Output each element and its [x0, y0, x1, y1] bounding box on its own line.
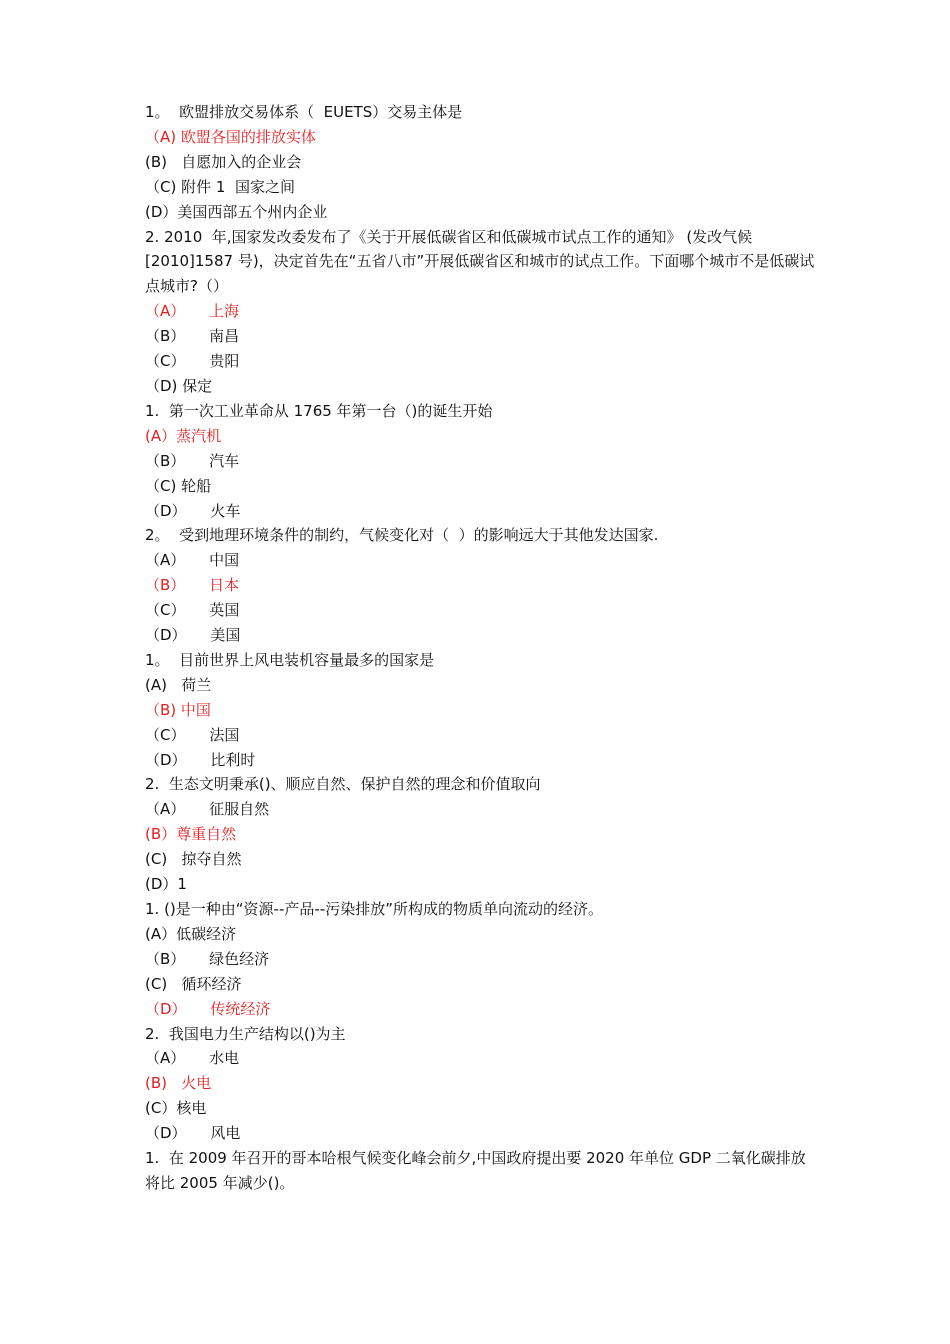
text-line: (C）核电: [145, 1099, 207, 1118]
answer-line: （A) 欧盟各国的排放实体: [145, 127, 316, 146]
text-line: （B） 南昌: [145, 327, 240, 346]
answer-line: （A） 上海: [145, 302, 240, 321]
answer-line: (A）蒸汽机: [145, 426, 222, 445]
text-line: 2. 2010 年,国家发改委发布了《关于开展低碳省区和低碳城市试点工作的通知》 (发改气候[2010]1587 号)，决定首先在“五省八市”开展低碳省区和城市的试点工作。下面哪个城市不是低碳试点城市?（）: [145, 227, 815, 296]
text-line: 1. ()是一种由“资源--产品--污染排放”所构成的物质单向流动的经济。: [145, 900, 603, 918]
text-line: (D）1: [145, 875, 187, 894]
text-line: (A）低碳经济: [145, 924, 237, 943]
text-line: (A) 荷兰: [145, 675, 212, 694]
answer-line: （D） 传统经济: [145, 999, 271, 1018]
text-line: （A） 中国: [145, 551, 240, 570]
text-line: （A） 水电: [145, 1049, 240, 1068]
text-line: 1。 欧盟排放交易体系（ EUETS）交易主体是: [145, 103, 463, 121]
text-line: （A） 征服自然: [145, 800, 270, 819]
text-line: 2。 受到地理环境条件的制约，气候变化对（ ）的影响远大于其他发达国家.: [145, 526, 659, 545]
text-line: （C) 轮船: [145, 476, 212, 495]
text-line: (B) 自愿加入的企业会: [145, 152, 302, 171]
text-line: (C) 循环经济: [145, 974, 242, 993]
text-line: 1. 在 2009 年召开的哥本哈根气候变化峰会前夕,中国政府提出要 2020 年单位 GDP 二氧化碳排放将比 2005 年减少()。: [145, 1149, 806, 1192]
text-line: 2. 我国电力生产结构以()为主: [145, 1024, 346, 1043]
text-line: （B） 绿色经济: [145, 949, 270, 968]
answer-line: （B） 日本: [145, 576, 240, 595]
text-line: （D) 保定: [145, 376, 213, 395]
document-page: [145, 100, 815, 1196]
text-line: （C） 贵阳: [145, 352, 240, 371]
text-line: （C） 英国: [145, 601, 240, 620]
answer-line: (B) 火电: [145, 1074, 212, 1093]
text-line: (D）美国西部五个州内企业: [145, 202, 328, 221]
text-line: （D） 美国: [145, 626, 241, 645]
text-line: 1。 目前世界上风电装机容量最多的国家是: [145, 650, 435, 669]
text-line: （D） 比利时: [145, 750, 256, 769]
answer-line: （B) 中国: [145, 700, 211, 719]
text-line: 1. 第一次工业革命从 1765 年第一台（)的诞生开始: [145, 401, 493, 420]
text-line: (C) 掠夺自然: [145, 850, 242, 869]
text-line: （C） 法国: [145, 725, 240, 744]
text-line: 2. 生态文明秉承()、顺应自然、保护自然的理念和价值取向: [145, 775, 541, 794]
text-line: （D） 风电: [145, 1124, 241, 1143]
text-line: （D） 火车: [145, 501, 241, 520]
answer-line: (B）尊重自然: [145, 825, 237, 844]
text-line: （C) 附件 1 国家之间: [145, 177, 295, 196]
text-line: （B） 汽车: [145, 451, 240, 470]
